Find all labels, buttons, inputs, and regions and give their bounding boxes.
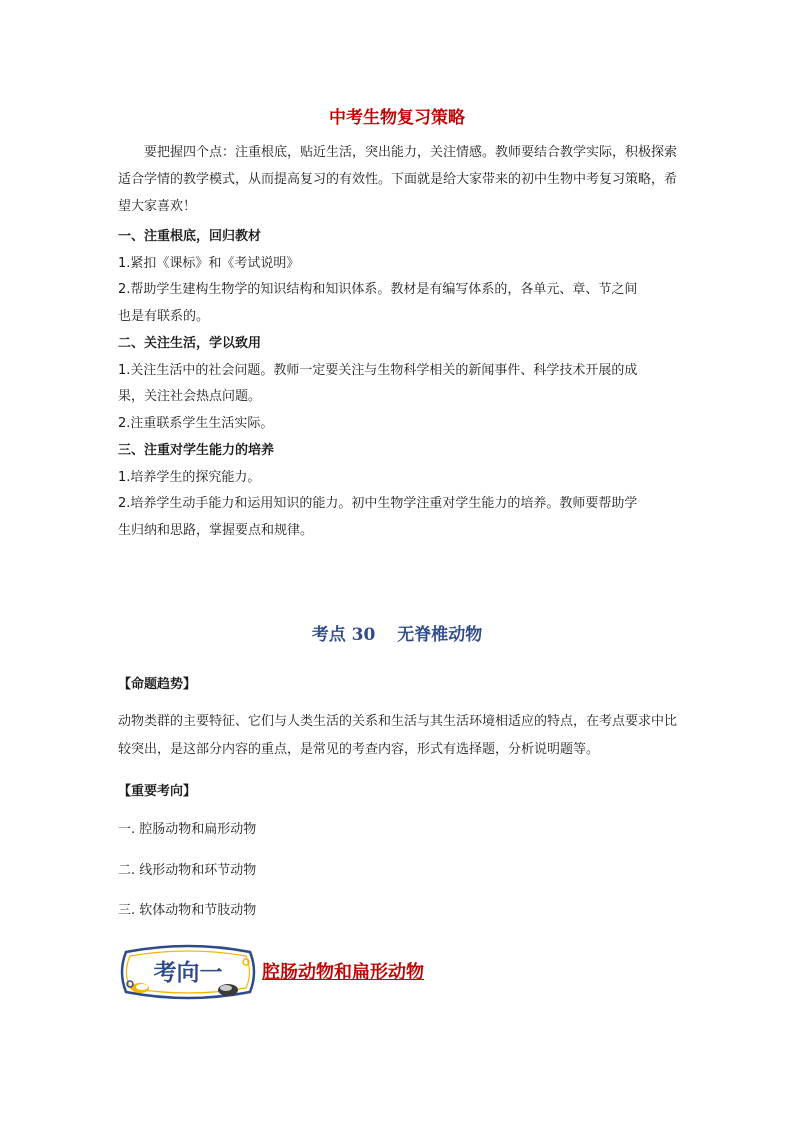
directions-label: 【重要考向】	[118, 784, 197, 799]
direction-badge	[118, 944, 258, 1004]
section-2-item-1-line-1: 1.关注生活中的社会问题。教师一定要关注与生物科学相关的新闻事件、科学技术开展的成	[118, 363, 638, 378]
direction-item-2: 二. 线形动物和环节动物	[118, 863, 257, 878]
trend-paragraph: 动物类群的主要特征、它们与人类生活的关系和生活与其生活环境相适应的特点，在考点要求中比较突出，是这部分内容的重点，是常见的考查内容，形式有选择题，分析说明题等。	[118, 714, 678, 757]
section-1-item-2-line-2: 也是有联系的。	[118, 309, 210, 324]
topic-name: 无脊椎动物	[397, 625, 483, 645]
trend-label: 【命题趋势】	[118, 677, 197, 692]
badge-heading: 腔肠动物和扁形动物	[262, 962, 424, 983]
section-3-item-2-line-1: 2.培养学生动手能力和运用知识的能力。初中生物学注重对学生能力的培养。教师要帮助学	[118, 496, 638, 511]
direction-item-1: 一. 腔肠动物和扁形动物	[118, 822, 257, 837]
section-heading-3: 三、注重对学生能力的培养	[118, 443, 275, 458]
badge-label: 考向一	[153, 959, 223, 986]
section-heading-2: 二、关注生活，学以致用	[118, 336, 262, 351]
direction-item-3: 三. 软体动物和节肢动物	[118, 903, 257, 918]
topic-title	[0, 620, 794, 645]
section-3-item-2-line-2: 生归纳和思路，掌握要点和规律。	[118, 523, 314, 538]
section-1-item-2-line-1: 2.帮助学生建构生物学的知识结构和知识体系。教材是有编写体系的，各单元、章、节之间	[118, 282, 638, 297]
section-heading-1: 一、注重根底，回归教材	[118, 229, 262, 244]
section-3-item-1: 1.培养学生的探究能力。	[118, 470, 261, 485]
intro-paragraph: 要把握四个点：注重根底，贴近生活，突出能力，关注情感。教师要结合教学实际，积极探索适合学情的教学模式，从而提高复习的有效性。下面就是给大家带来的初中生物中考复习策略，希望大家喜欢！	[118, 145, 678, 214]
section-2-item-1-line-2: 果，关注社会热点问题。	[118, 389, 262, 404]
section-1-item-1: 1.紧扣《课标》和《考试说明》	[118, 256, 300, 271]
section-2-item-2: 2.注重联系学生生活实际。	[118, 416, 274, 431]
topic-number: 考点 30	[311, 625, 376, 645]
page-title: 中考生物复习策略	[329, 108, 465, 128]
